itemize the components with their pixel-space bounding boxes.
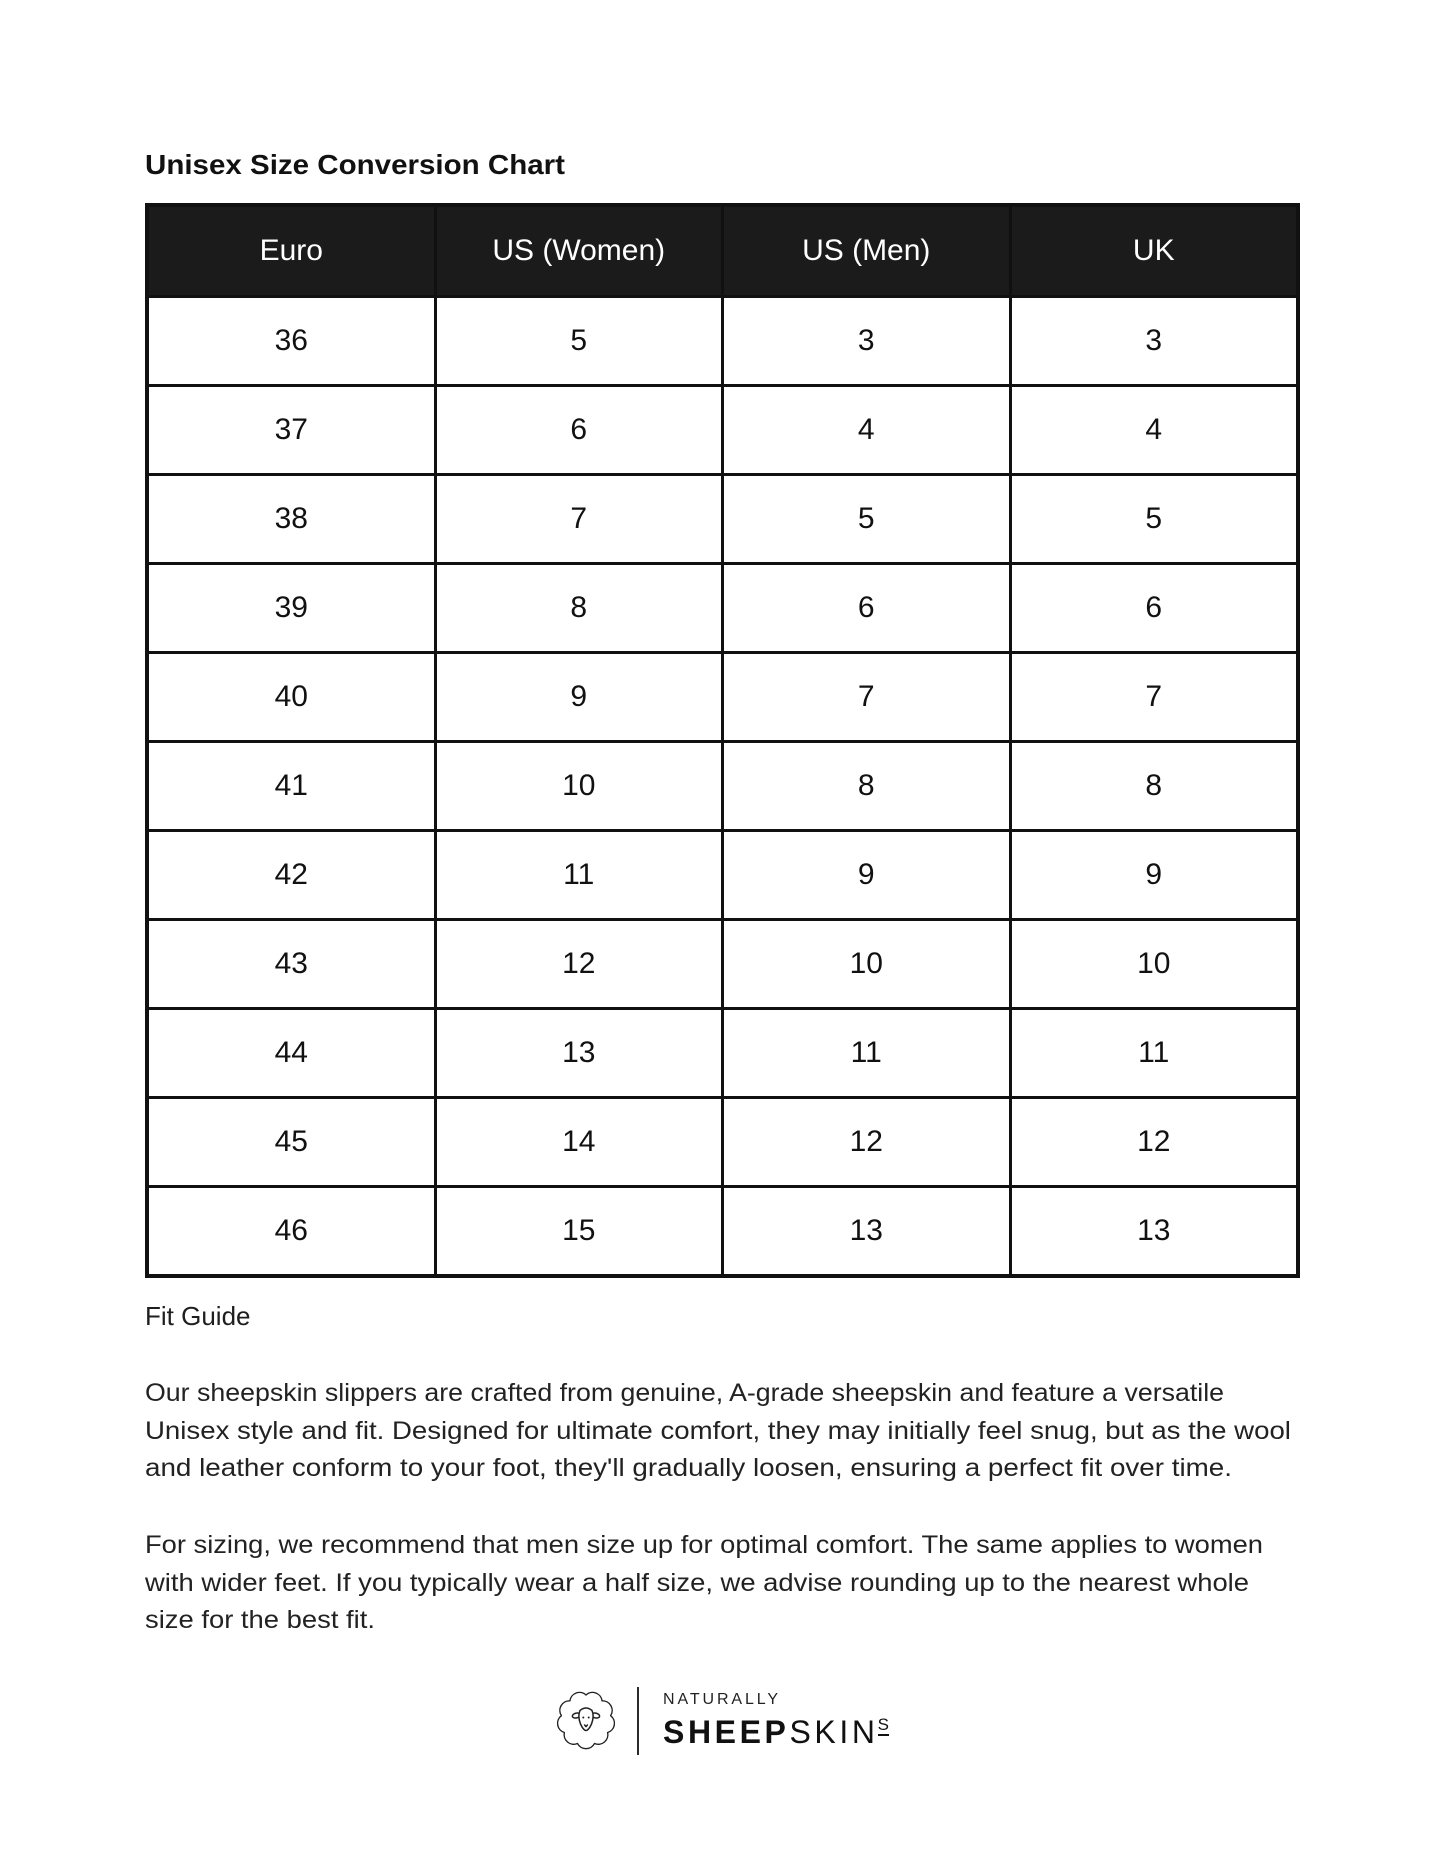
fit-guide-paragraph [145,1375,1305,1488]
table-cell-uk: 12 [1012,1099,1297,1185]
table-cell-euro: 46 [149,1188,434,1274]
table-cell-uk: 10 [1012,921,1297,1007]
column-header-uk: UK [1012,207,1297,295]
table-cell-us-men: 12 [724,1099,1009,1185]
table-cell-uk: 3 [1012,298,1297,384]
paragraph-line: and leather conform to your foot, they'll gradually loosen, ensuring a perfect fit over time. [145,1454,1232,1482]
table-cell-us-men: 3 [724,298,1009,384]
table-cell-uk: 11 [1012,1010,1297,1096]
table-cell-euro: 43 [149,921,434,1007]
table-cell-euro: 41 [149,743,434,829]
logo-tagline: NATURALLY [663,1691,781,1708]
table-cell-us-men: 5 [724,476,1009,562]
logo-wordmark-regular: SKIN [789,1714,879,1750]
table-cell-euro: 37 [149,387,434,473]
paragraph-line: Our sheepskin slippers are crafted from genuine, A-grade sheepskin and feature a versatile [145,1379,1225,1407]
table-cell-uk: 6 [1012,565,1297,651]
column-header-us-men: US (Men) [724,207,1009,295]
table-cell-uk: 8 [1012,743,1297,829]
table-cell-us-women: 15 [437,1188,722,1274]
table-cell-euro: 40 [149,654,434,740]
table-cell-us-men: 11 [724,1010,1009,1096]
table-cell-us-men: 6 [724,565,1009,651]
table-cell-us-women: 13 [437,1010,722,1096]
table-cell-uk: 4 [1012,387,1297,473]
paragraph-line: For sizing, we recommend that men size up for optimal comfort. The same applies to women [145,1531,1263,1559]
column-header-euro: Euro [149,207,434,295]
table-cell-us-men: 8 [724,743,1009,829]
table-cell-euro: 39 [149,565,434,651]
logo-wordmark-bold: SHEEP [663,1714,790,1750]
table-cell-us-women: 6 [437,387,722,473]
table-cell-uk: 9 [1012,832,1297,918]
table-cell-euro: 38 [149,476,434,562]
table-cell-us-women: 8 [437,565,722,651]
column-header-us-women: US (Women) [437,207,722,295]
table-cell-us-men: 9 [724,832,1009,918]
table-cell-euro: 42 [149,832,434,918]
table-cell-us-women: 5 [437,298,722,384]
sheep-eye [588,1717,590,1719]
table-cell-euro: 36 [149,298,434,384]
sizing-paragraph [145,1527,1305,1640]
table-cell-euro: 45 [149,1099,434,1185]
size-conversion-table [145,203,1300,1278]
fit-guide-heading: Fit Guide [145,1301,251,1331]
table-cell-us-men: 13 [724,1188,1009,1274]
sheep-eye [582,1717,584,1719]
page-title [145,147,566,183]
table-cell-uk: 7 [1012,654,1297,740]
table-cell-us-men: 7 [724,654,1009,740]
table-cell-uk: 5 [1012,476,1297,562]
logo-wordmark-suffix: S [877,1715,889,1734]
table-cell-us-women: 9 [437,654,722,740]
logo-divider [637,1687,639,1755]
table-cell-euro: 44 [149,1010,434,1096]
table-cell-us-women: 12 [437,921,722,1007]
sheep-face [572,1708,600,1731]
page-title-text: Unisex Size Conversion Chart [145,149,566,180]
table-cell-us-women: 7 [437,476,722,562]
sheep-cloud-icon [552,1686,620,1754]
table-cell-us-women: 11 [437,832,722,918]
paragraph-line: Unisex style and fit. Designed for ultimate comfort, they may initially feel snug, but as the wool [145,1416,1291,1445]
paragraph-line: with wider feet. If you typically wear a half size, we advise rounding up to the nearest whole [145,1568,1250,1597]
paragraph-line: size for the best fit. [145,1606,375,1634]
table-cell-uk: 13 [1012,1188,1297,1274]
table-cell-us-men: 4 [724,387,1009,473]
table-cell-us-women: 14 [437,1099,722,1185]
table-cell-us-women: 10 [437,743,722,829]
table-cell-us-men: 10 [724,921,1009,1007]
logo-wordmark [663,1716,889,1748]
